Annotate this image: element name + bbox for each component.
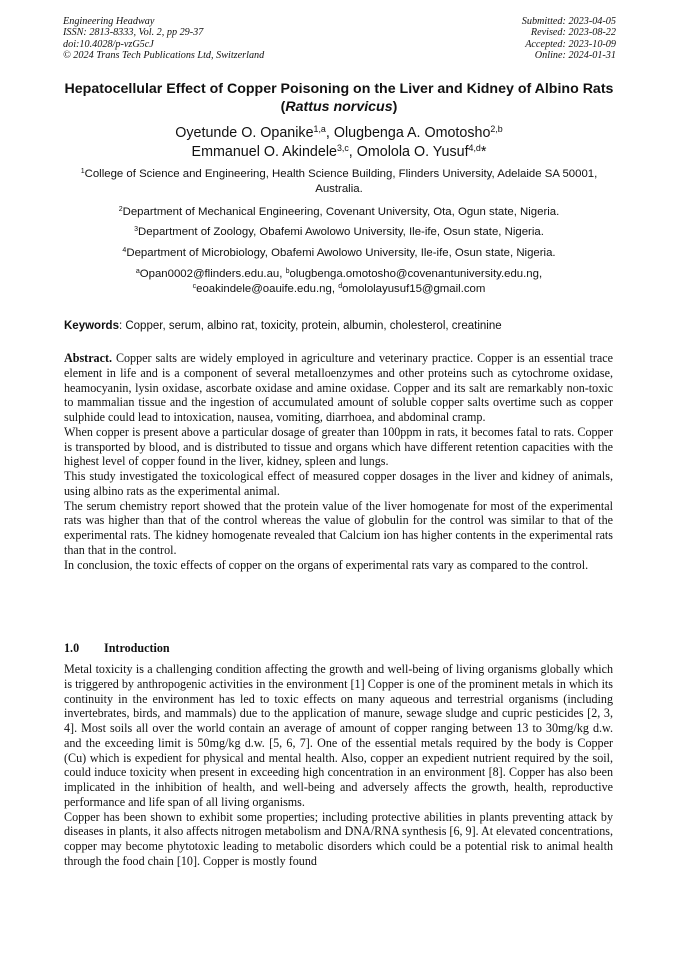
affiliation-number: 3 xyxy=(134,226,139,234)
section-number: 1.0 xyxy=(64,641,80,655)
author-separator: , xyxy=(325,125,334,141)
email-separator: , xyxy=(279,268,286,280)
author-name: Emmanuel O. Akindele xyxy=(191,143,337,160)
keywords-label: Keywords xyxy=(64,320,119,332)
author-name: Oyetunde O. Opanike xyxy=(175,125,314,141)
author-affiliation-mark: 4,d xyxy=(468,142,481,153)
author-separator: , xyxy=(348,143,357,160)
abstract-paragraph: When copper is present above a particular dosage of greater than 100ppm in rats, it becomes fatal to rats. Copper is transported by blood, and is distributed to tissue and organs which have different retention capacities with the highest level of copper found in the liver, kidney, spleen and lungs. xyxy=(64,424,613,469)
submitted-date: Submitted: 2023-04-05 xyxy=(521,16,616,27)
email-key: c xyxy=(192,282,197,290)
keywords-text: : Copper, serum, albino rat, toxicity, protein, albumin, cholesterol, creatinine xyxy=(118,320,502,332)
author-affiliation-mark: 1,a xyxy=(313,124,326,135)
affiliation-1 xyxy=(60,167,618,196)
email-line-1 xyxy=(60,267,618,282)
abstract xyxy=(64,351,613,572)
email-address[interactable]: eoakindele@oauife.edu.ng xyxy=(196,282,332,295)
email-address[interactable]: olugbenga.omotosho@covenantuniversity.edu.ng xyxy=(289,268,539,280)
keywords xyxy=(64,319,624,333)
email-list xyxy=(60,267,618,296)
copyright: © 2024 Trans Tech Publications Ltd, Switzerland xyxy=(63,49,265,61)
email-address[interactable]: omololayusuf15@gmail.com xyxy=(342,282,486,295)
author-line-1 xyxy=(40,124,638,143)
section-title: Introduction xyxy=(104,641,170,655)
affiliation-number: 2 xyxy=(118,206,123,214)
revised-date: Revised: 2023-08-22 xyxy=(530,27,616,39)
accepted-date: Accepted: 2023-10-09 xyxy=(525,38,616,50)
title-main: Hepatocellular Effect of Copper Poisoning on the Liver and Kidney of Albino Rats ( xyxy=(64,81,614,115)
issn-volume: ISSN: 2813-8333, Vol. 2, pp 29-37 xyxy=(63,27,204,39)
online-date: Online: 2024-01-31 xyxy=(534,49,616,61)
author-list xyxy=(40,124,638,161)
affiliation-text: Department of Microbiology, Obafemi Awolowo University, Ile-ife, Osun state, Nigeria. xyxy=(126,247,556,259)
author-affiliation-mark: 3,c xyxy=(336,142,349,153)
corresponding-author-mark: * xyxy=(480,143,487,160)
title-close: ) xyxy=(392,99,398,115)
abstract-paragraph: The serum chemistry report showed that the protein value of the liver homogenate for most of the experimental rats was higher than that of the control whereas the value of globulin for the control was similar to that of the experimental rats. The kidney homogenate revealed that Calcium ion has higher contents in the experimental rats than that in the control. xyxy=(64,498,613,557)
email-key: d xyxy=(338,282,343,290)
email-key: a xyxy=(135,268,140,276)
email-key: b xyxy=(285,268,290,276)
abstract-label: Abstract. xyxy=(64,351,113,365)
title-species: Rattus norvicus xyxy=(285,99,393,115)
abstract-paragraph: Abstract. Copper salts are widely employed in agriculture and veterinary practice. Copper is an essential trace element in life and is a component of several metalloenzymes and other proteins such as cytochrome oxidase, heamocyanin, lysin oxidase, ascorbate oxidase and amine oxidase. Copper and its salt are remarkably non-toxic to mammalian tissue and the ingestion of accumulated amount of soluble copper salts overtime such as copper sulphide could lead to intoxication, nausea, vomiting, diarrhoea, and abdominal cramp. xyxy=(64,351,613,424)
affiliation-4 xyxy=(60,246,618,261)
journal-info xyxy=(63,16,264,61)
affiliation-text: Department of Zoology, Obafemi Awolowo University, Ile-ife, Osun state, Nigeria. xyxy=(138,226,544,238)
email-separator: , xyxy=(538,268,543,280)
introduction-body xyxy=(64,662,613,869)
author-line-2 xyxy=(40,143,638,162)
affiliation-3 xyxy=(60,225,618,240)
email-separator: , xyxy=(331,282,339,295)
introduction-paragraph: Metal toxicity is a challenging condition affecting the growth and well-being of living organisms globally which is triggered by anthropogenic activities in the environment [1] Copper is one of the prominent metals in which its continuity in the environment has led to toxic effects on many aqueous and terrestrial organisms (including invertebrates, birds, and mammals) due to the application of manure, sewage sludge and cupric pesticides [2, 3, 4]. Most soils all over the world contain an average of amount of copper ranging between 13 to 30mg/kg d.w. and the exceeding limit is 50mg/kg d.w. [5, 6, 7]. One of the essential metals required by the body is Copper (Cu) which is expedient for physical and mental health. Also, copper an expedient nutrient required by the soil, could induce toxicity when present in exceeding high concentration in an environment [8]. Copper has also been implicated in the inhibition of health, and well-being and adversely affects the growth, health, reproductive performance and life span of all living organisms. xyxy=(64,662,613,809)
publication-dates xyxy=(522,16,616,61)
affiliation-text: Department of Mechanical Engineering, Covenant University, Ota, Ogun state, Nigeria. xyxy=(122,206,560,218)
affiliation-number: 1 xyxy=(80,168,85,176)
email-address[interactable]: Opan0002@flinders.edu.au xyxy=(139,268,280,280)
affiliation-number: 4 xyxy=(122,247,127,255)
email-line-2 xyxy=(60,282,618,297)
author-name: Olugbenga A. Omotosho xyxy=(333,125,491,141)
paper-title xyxy=(40,80,638,116)
author-affiliation-mark: 2,b xyxy=(490,124,503,135)
affiliation-text: College of Science and Engineering, Health Science Building, Flinders University, Adelaide SA 50001, Australia. xyxy=(84,168,598,195)
journal-name: Engineering Headway xyxy=(63,16,155,27)
section-heading-introduction xyxy=(64,641,170,655)
affiliation-2 xyxy=(60,205,618,220)
abstract-paragraph: This study investigated the toxicological effect of measured copper dosages in the liver and kidney of animals, using albino rats as the experimental animal. xyxy=(64,469,613,498)
author-name: Omolola O. Yusuf xyxy=(356,143,469,160)
abstract-paragraph: In conclusion, the toxic effects of copper on the organs of experimental rats vary as compared to the control. xyxy=(64,557,589,572)
introduction-paragraph: Copper has been shown to exhibit some properties; including protective abilities in plants preventing attack by diseases in plants, it also affects nitrogen metabolism and DNA/RNA synthesis [6, 9]. At elevated concentrations, copper may become phytotoxic leading to metabolic disorders which could be a potential risk to animal health through the food chain [10]. Copper is mostly found xyxy=(64,809,613,868)
doi[interactable]: doi:10.4028/p-vzG5cJ xyxy=(63,38,154,50)
